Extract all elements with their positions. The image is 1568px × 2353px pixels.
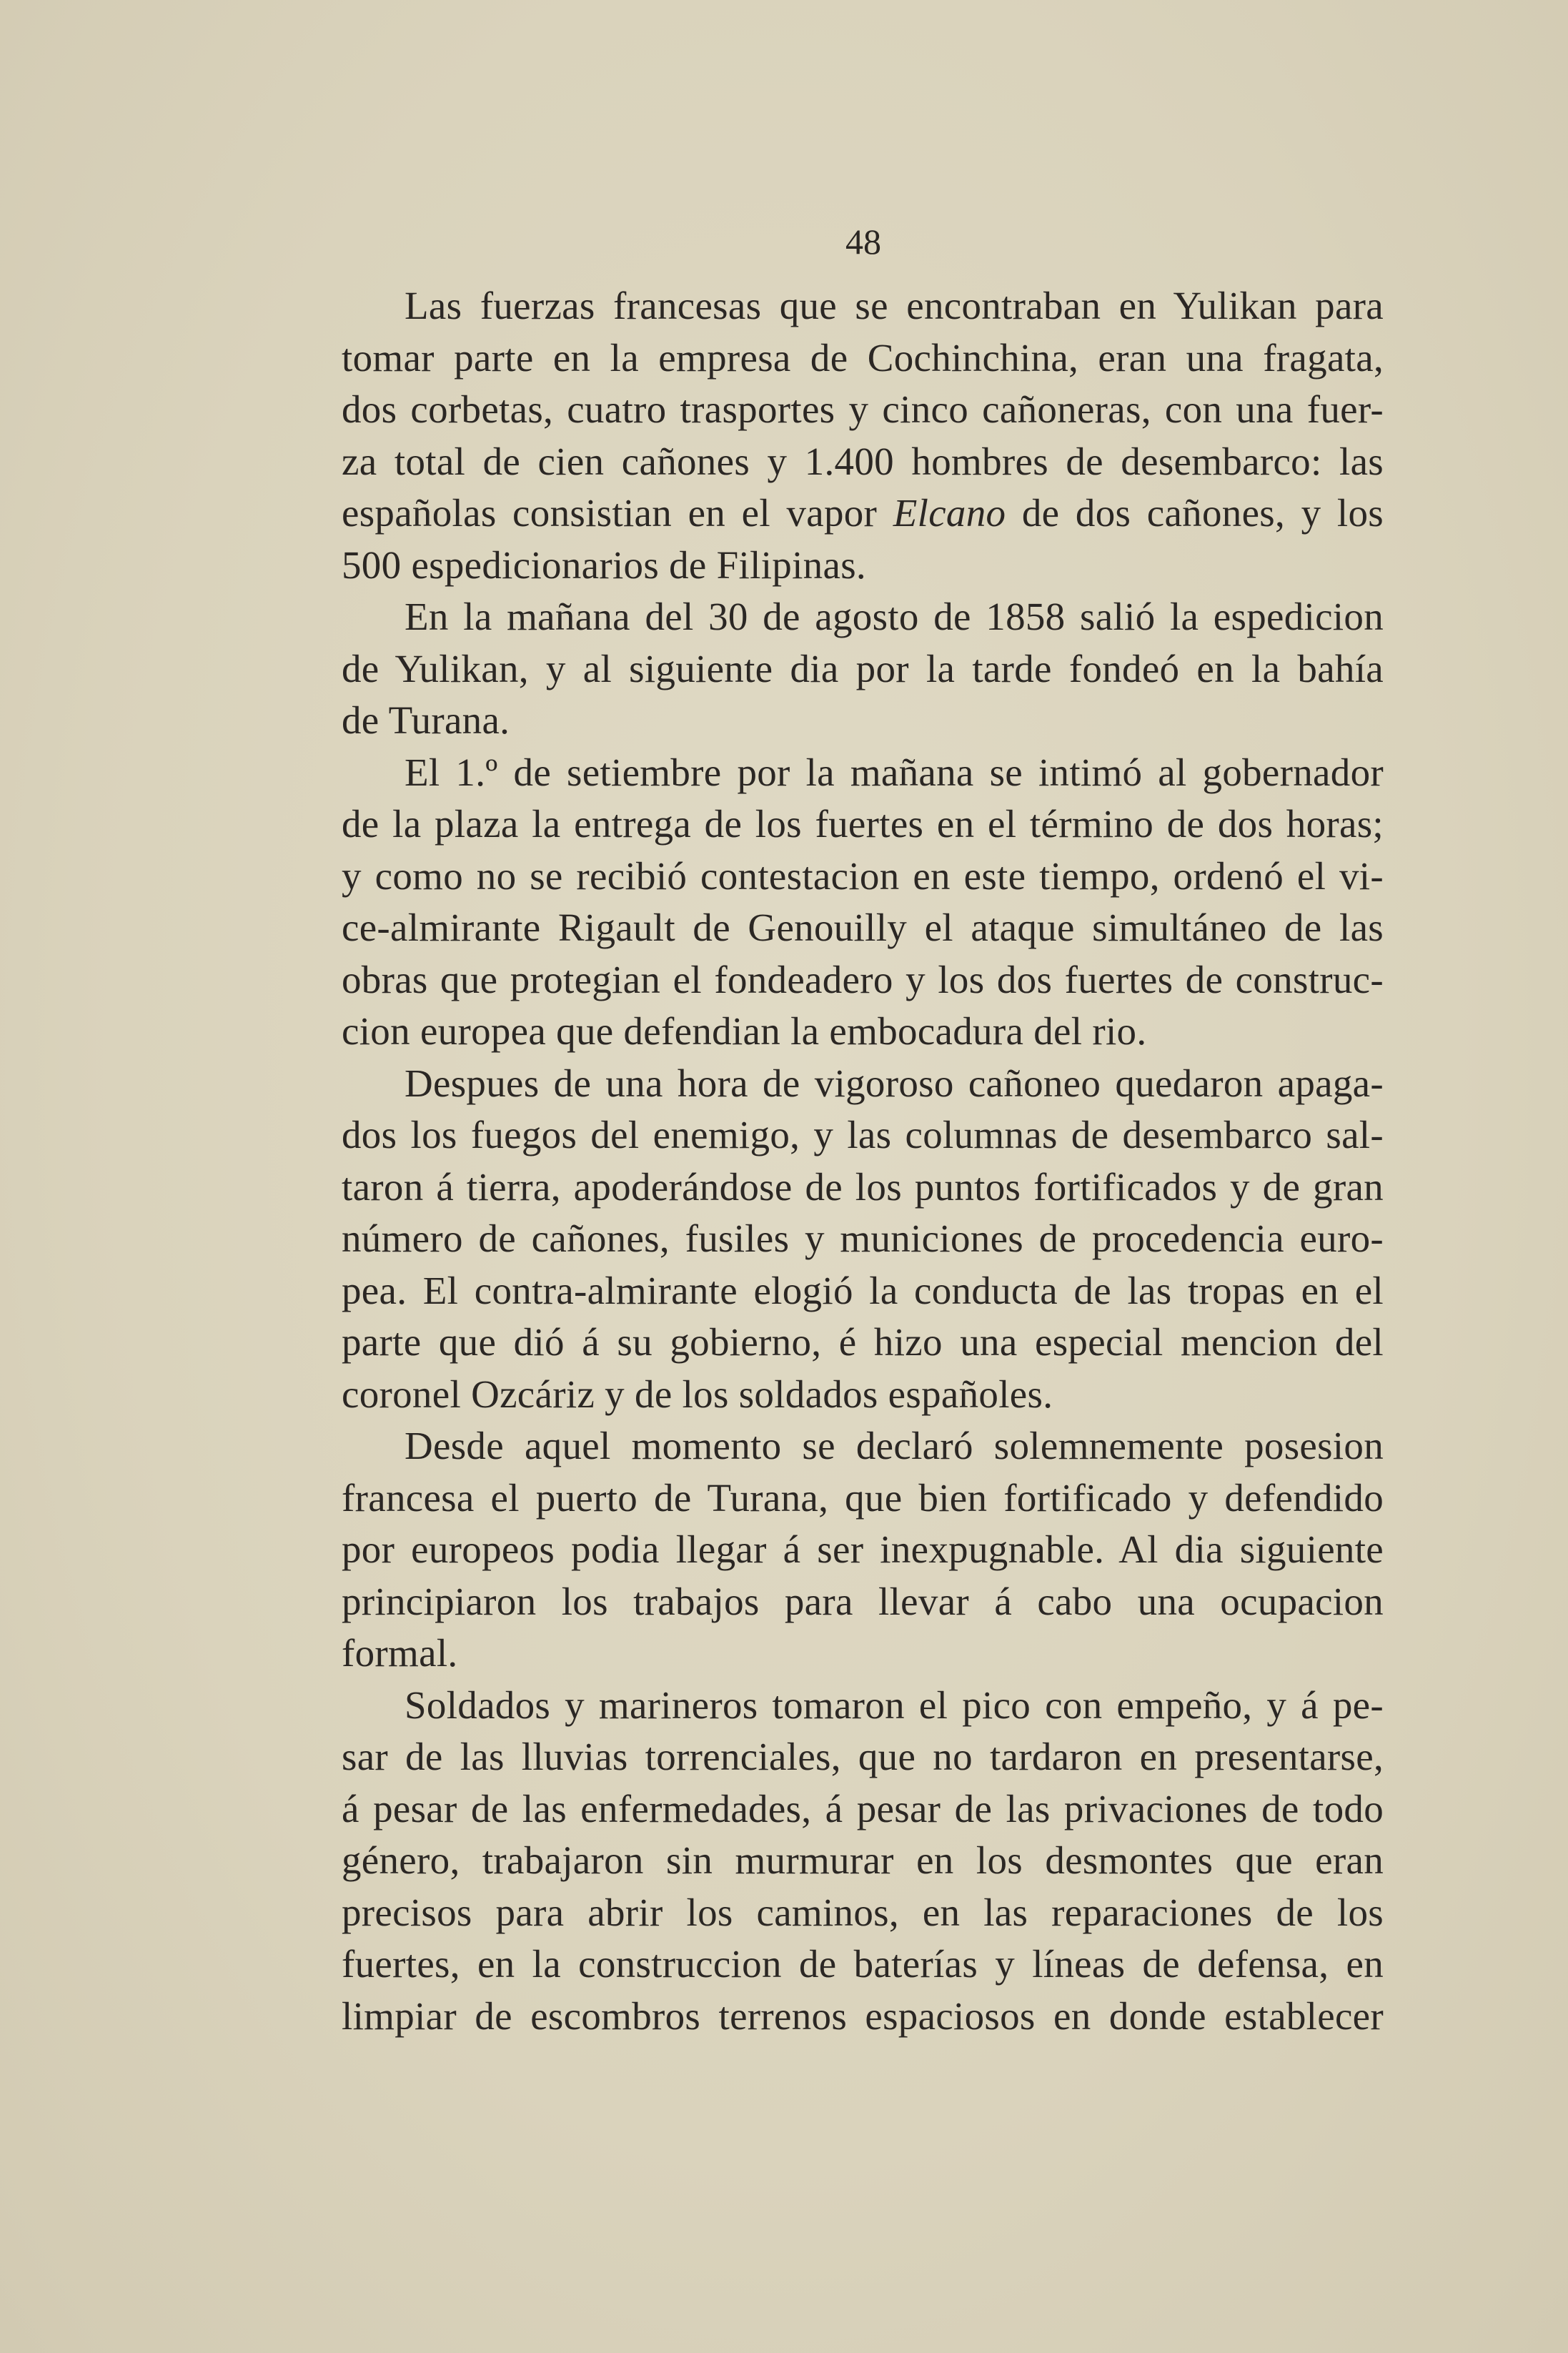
text-line: de la plaza la entrega de los fuertes en el término de dos horas; xyxy=(342,802,1384,846)
text-segment: de dos cañones, y los xyxy=(1006,491,1384,535)
text-line: 500 espedicionarios de Filipinas. xyxy=(342,543,866,587)
text-line: za total de cien cañones y 1.400 hombres de desembarco: las xyxy=(342,439,1384,483)
text-line: fuertes, en la construccion de baterías y líneas de defensa, en xyxy=(342,1942,1384,1986)
text-line xyxy=(342,487,1384,540)
text-line: coronel Ozcáriz y de los soldados españoles. xyxy=(342,1372,1053,1416)
text-line: Despues de una hora de vigoroso cañoneo quedaron apaga- xyxy=(405,1061,1384,1105)
text-line: número de cañones, fusiles y municiones de procedencia euro- xyxy=(342,1217,1384,1260)
text-line: sar de las lluvias torrenciales, que no tardaron en presentarse, xyxy=(342,1735,1384,1778)
text-line: Las fuerzas francesas que se encontraban en Yulikan para xyxy=(405,284,1384,327)
text-line: principiaron los trabajos para llevar á cabo una ocupacion xyxy=(342,1579,1384,1623)
text-line: cion europea que defendian la embocadura del rio. xyxy=(342,1009,1147,1053)
text-line: tomar parte en la empresa de Cochinchina, eran una fragata, xyxy=(342,335,1384,380)
text-line: taron á tierra, apoderándose de los puntos fortificados y de gran xyxy=(342,1164,1384,1209)
text-line: En la mañana del 30 de agosto de 1858 salió la espedicion xyxy=(405,595,1384,638)
text-line: pea. El contra-almirante elogió la conducta de las tropas en el xyxy=(342,1268,1384,1312)
text-line: por europeos podia llegar á ser inexpugnable. Al dia siguiente xyxy=(342,1527,1384,1571)
text-line: precisos para abrir los caminos, en las reparaciones de los xyxy=(342,1890,1384,1934)
body-text xyxy=(342,280,1384,2042)
text-line: de Yulikan, y al siguiente dia por la tarde fondeó en la bahía xyxy=(342,646,1384,690)
text-segment: españolas consistian en el vapor xyxy=(342,491,893,535)
text-line: Soldados y marineros tomaron el pico con empeño, y á pe- xyxy=(405,1683,1384,1727)
text-line: á pesar de las enfermedades, á pesar de las privaciones de todo xyxy=(342,1786,1384,1831)
text-line: de Turana. xyxy=(342,698,510,742)
text-line: dos los fuegos del enemigo, y las columnas de desembarco sal- xyxy=(342,1113,1384,1156)
ship-name-italic: Elcano xyxy=(893,491,1006,535)
text-line: formal. xyxy=(342,1631,458,1675)
text-line: parte que dió á su gobierno, é hizo una especial mencion del xyxy=(342,1320,1384,1364)
text-line: género, trabajaron sin murmurar en los desmontes que eran xyxy=(342,1838,1384,1882)
text-line: francesa el puerto de Turana, que bien fortificado y defendido xyxy=(342,1475,1384,1520)
text-line: obras que protegian el fondeadero y los dos fuertes de construc- xyxy=(342,957,1384,1001)
text-line: limpiar de escombros terrenos espaciosos en donde establecer xyxy=(342,1993,1384,2038)
text-line: dos corbetas, cuatro trasportes y cinco cañoneras, con una fuer- xyxy=(342,387,1384,431)
text-line: y como no se recibió contestacion en este tiempo, ordenó el vi- xyxy=(342,853,1384,898)
text-line: Desde aquel momento se declaró solemnemente posesion xyxy=(405,1424,1384,1467)
text-line: ce-almirante Rigault de Genouilly el ataque simultáneo de las xyxy=(342,906,1384,949)
page-number: 48 xyxy=(845,222,881,262)
text-line: El 1.º de setiembre por la mañana se intimó al gobernador xyxy=(405,750,1384,794)
